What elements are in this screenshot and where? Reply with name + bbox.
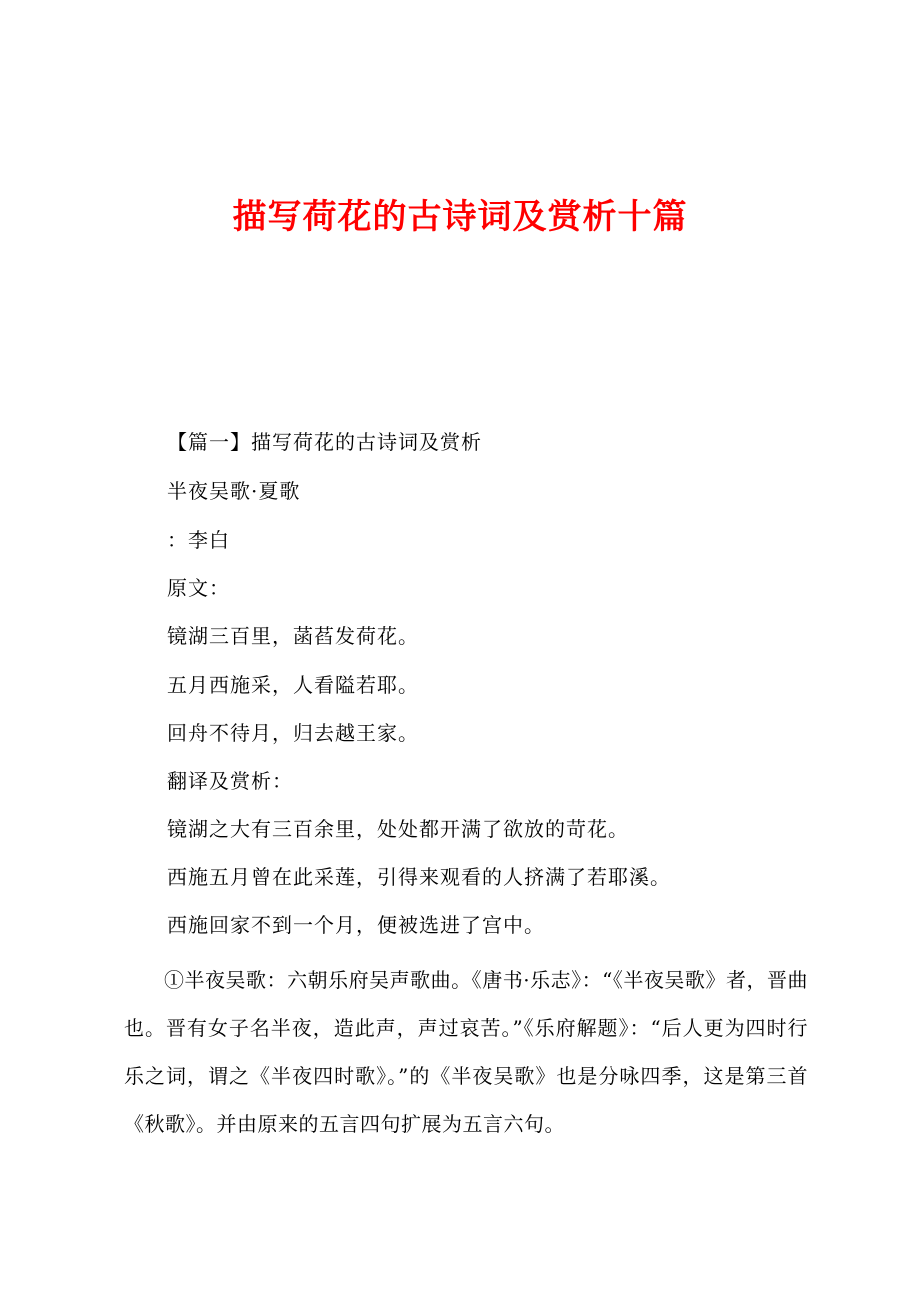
translation-line-1: 镜湖之大有三百余里，处处都开满了欲放的苛花。 [167,817,629,841]
note-paragraph: ①半夜吴歌：六朝乐府吴声歌曲。《唐书·乐志》：“《半夜吴歌》者，晋曲也。晋有女子名半夜，造此声，声过哀苦。”《乐府解题》：“后人更为四时行乐之词，谓之《半夜四时歌》。”的《半夜吴歌》也是分咏四季，这是第三首《秋歌》。并由原来的五言四句扩展为五言六句。 [124,968,808,1136]
poem-line-1: 镜湖三百里，菡萏发荷花。 [167,624,419,648]
translation-line-2: 西施五月曾在此采莲，引得来观看的人挤满了若耶溪。 [167,865,671,889]
poem-line-3: 回舟不待月，归去越王家。 [167,721,419,745]
poem-author: ：李白 [167,528,230,552]
translation-label: 翻译及赏析： [167,769,293,793]
original-text-label: 原文： [167,576,230,600]
poem-title: 半夜吴歌·夏歌 [167,479,301,503]
document-title: 描写荷花的古诗词及赏析十篇 [232,197,688,237]
section-heading: 【篇一】描写荷花的古诗词及赏析 [167,430,482,454]
translation-line-3: 西施回家不到一个月，便被选进了宫中。 [167,913,545,937]
poem-line-2: 五月西施采，人看隘若耶。 [167,673,419,697]
